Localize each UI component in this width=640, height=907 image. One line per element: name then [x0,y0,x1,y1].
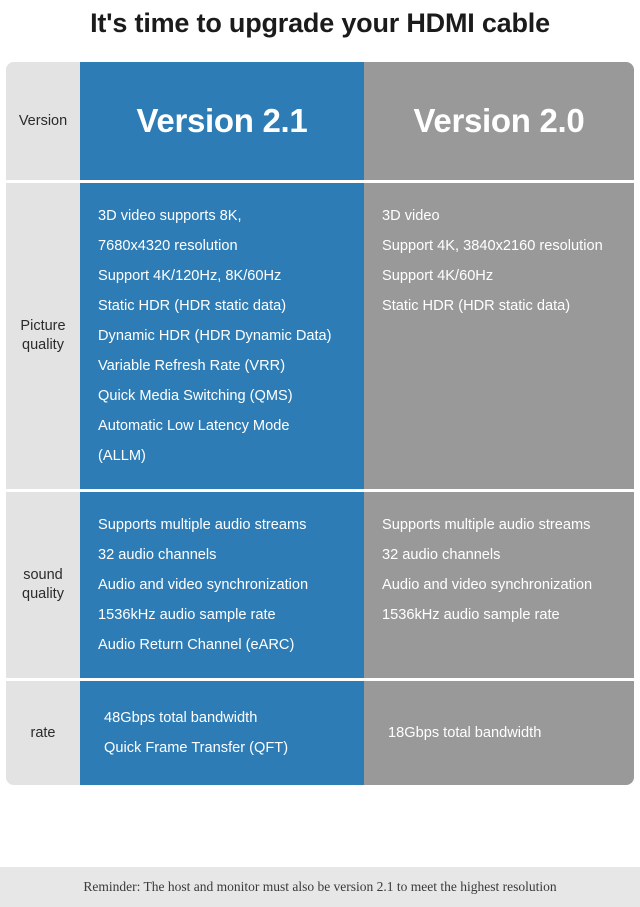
feature-line: 1536kHz audio sample rate [382,607,560,623]
header-version-20: Version 2.0 [364,62,634,180]
feature-line: Support 4K, 3840x2160 resolution [382,238,603,254]
feature-line: Support 4K/60Hz [382,268,494,284]
row-label-rate: rate [6,681,80,785]
table-header-row [6,62,634,180]
feature-line: Audio and video synchronization [382,577,593,593]
feature-line: Supports multiple audio streams [382,517,591,533]
feature-line: Quick Frame Transfer (QFT) [104,740,289,756]
feature-line: 48Gbps total bandwidth [104,710,258,726]
feature-line: Audio and video synchronization [98,577,309,593]
table-row [6,183,634,489]
feature-line: 1536kHz audio sample rate [98,607,276,623]
feature-line: 32 audio channels [98,547,217,563]
feature-line: Quick Media Switching (QMS) [98,388,293,404]
cell-rate-v20 [364,681,634,785]
cell-picture-quality-v21 [80,183,364,489]
feature-line: 18Gbps total bandwidth [388,725,542,741]
feature-list [364,183,634,339]
row-label-sound-quality: sound quality [6,492,80,678]
feature-line: Static HDR (HDR static data) [98,298,287,314]
feature-line: Supports multiple audio streams [98,517,307,533]
feature-line: 3D video supports 8K, [98,208,242,224]
feature-line: Variable Refresh Rate (VRR) [98,358,286,374]
page-title: It's time to upgrade your HDMI cable [90,8,550,38]
feature-line: Automatic Low Latency Mode [98,418,290,434]
feature-list [364,492,634,648]
table-row [6,492,634,678]
feature-line: Dynamic HDR (HDR Dynamic Data) [98,328,332,344]
feature-line: Support 4K/120Hz, 8K/60Hz [98,268,282,284]
cell-sound-quality-v21 [80,492,364,678]
footer-reminder: Reminder: The host and monitor must also be version 2.1 to meet the highest resolution [0,867,640,907]
cell-rate-v21 [80,681,364,785]
feature-list [80,492,364,678]
feature-list [80,681,364,785]
feature-line: 7680x4320 resolution [98,238,238,254]
feature-line: 3D video [382,208,440,224]
header-version-21: Version 2.1 [80,62,364,180]
version-comparison-table [6,62,634,785]
feature-line: 32 audio channels [382,547,501,563]
cell-picture-quality-v20 [364,183,634,489]
row-label-picture-quality: Picture quality [6,183,80,489]
feature-line: Static HDR (HDR static data) [382,298,571,314]
feature-line: Audio Return Channel (eARC) [98,637,295,653]
table-row [6,681,634,785]
cell-sound-quality-v20 [364,492,634,678]
feature-line: (ALLM) [98,448,146,464]
feature-list [364,696,634,770]
header-label-cell: Version [6,62,80,180]
feature-list [80,183,364,489]
